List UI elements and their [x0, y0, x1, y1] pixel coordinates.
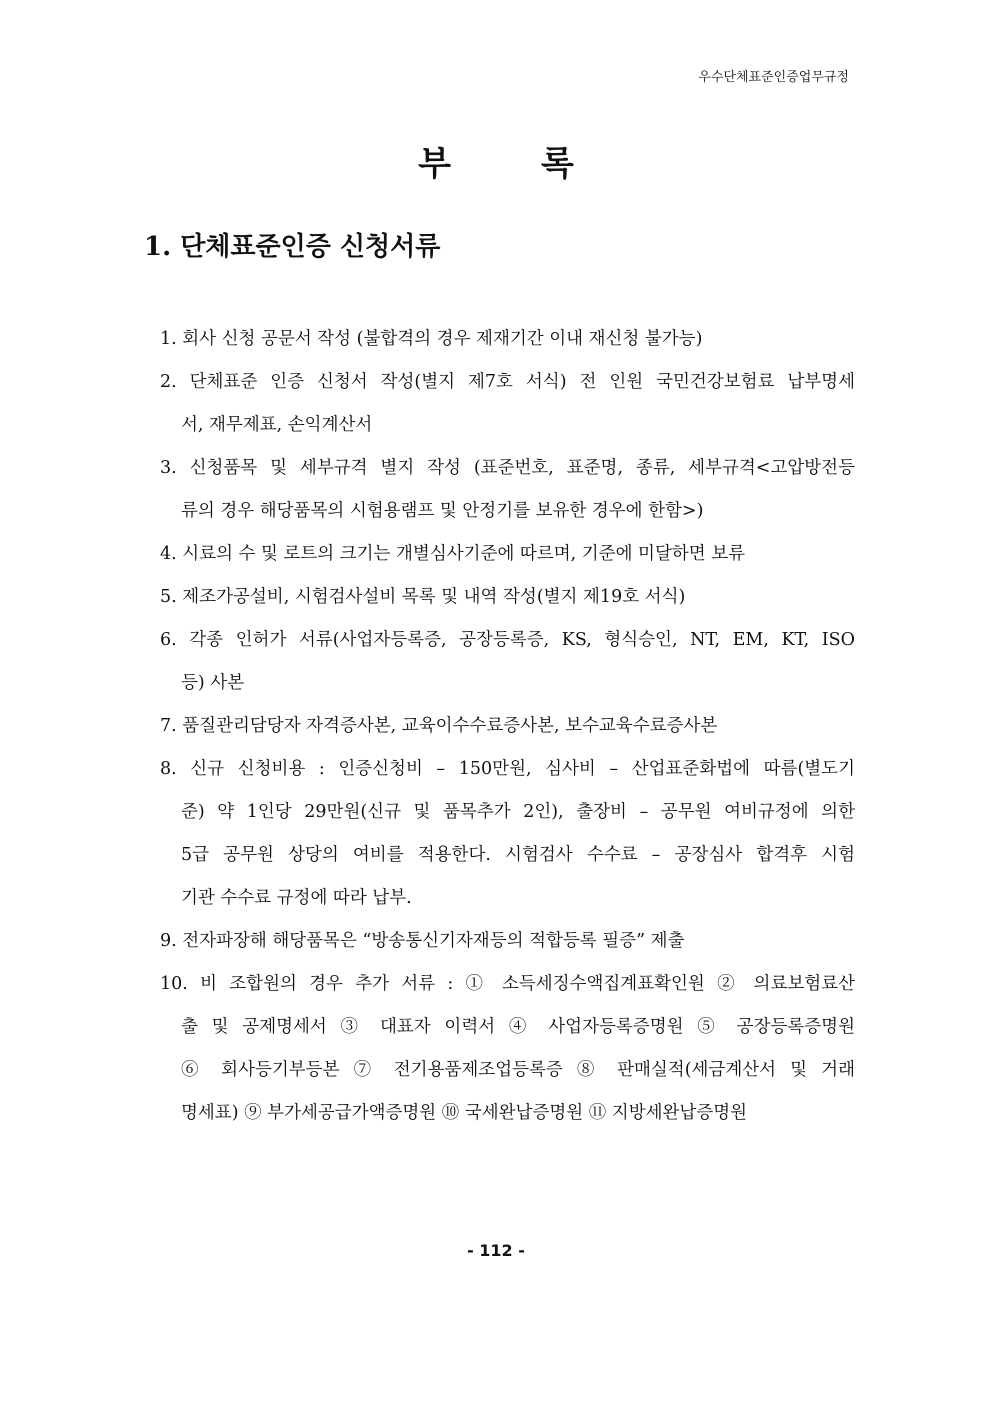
section-heading: 1. 단체표준인증 신청서류: [144, 232, 441, 262]
list-item-10: [160, 963, 855, 1135]
appendix-title: [0, 136, 992, 185]
list-item-line: 기관 수수료 규정에 따라 납부.: [181, 888, 412, 908]
list-item-5: [160, 576, 855, 619]
list-item-2: [160, 361, 855, 447]
list-item-line: 서, 재무제표, 손익계산서: [181, 415, 373, 435]
list-item-line: 명세표) ⑨ 부가세공급가액증명원 ⑩ 국세완납증명원 ⑪ 지방세완납증명원: [181, 1103, 748, 1123]
list-item-line: 1. 회사 신청 공문서 작성 (불합격의 경우 제재기간 이내 재신청 불가능): [160, 329, 703, 349]
list-item-6: [160, 619, 855, 705]
appendix-title-right: 록: [541, 144, 574, 184]
list-item-7: [160, 705, 855, 748]
list-item-line: 준) 약 1인당 29만원(신규 및 품목추가 2인), 출장비 – 공무원 여비규정에 의한: [181, 802, 855, 822]
list-item-line: 9. 전자파장해 해당품목은 “방송통신기자재등의 적합등록 필증” 제출: [160, 931, 685, 951]
list-item-4: [160, 533, 855, 576]
list-item-line: 류의 경우 해당품목의 시험용램프 및 안정기를 보유한 경우에 한함>): [181, 501, 704, 521]
page-number: - 112 -: [467, 1241, 525, 1260]
list-item-line: 7. 품질관리담당자 자격증사본, 교육이수수료증사본, 보수교육수료증사본: [160, 716, 718, 736]
document-list: [160, 318, 855, 1135]
appendix-title-left: 부: [418, 144, 451, 184]
list-item-3: [160, 447, 855, 533]
list-item-line: 8. 신규 신청비용 : 인증신청비 – 150만원, 심사비 – 산업표준화법에 따름(별도기: [160, 759, 855, 779]
list-item-1: [160, 318, 855, 361]
list-item-line: 5급 공무원 상당의 여비를 적용한다. 시험검사 수수료 – 공장심사 합격후 시험: [181, 845, 855, 865]
list-item-8: [160, 748, 855, 920]
list-item-line: 등) 사본: [181, 673, 245, 693]
list-item-9: [160, 920, 855, 963]
list-item-line: ⑥ 회사등기부등본 ⑦ 전기용품제조업등록증 ⑧ 판매실적(세금계산서 및 거래: [181, 1060, 855, 1080]
list-item-line: 5. 제조가공설비, 시험검사설비 목록 및 내역 작성(별지 제19호 서식): [160, 587, 686, 607]
list-item-line: 3. 신청품목 및 세부규격 별지 작성 (표준번호, 표준명, 종류, 세부규격<고압방전등: [160, 458, 855, 478]
list-item-line: 2. 단체표준 인증 신청서 작성(별지 제7호 서식) 전 인원 국민건강보험료 납부명세: [160, 372, 855, 392]
running-header: 우수단체표준인증업무규정: [698, 70, 849, 85]
list-item-line: 출 및 공제명세서 ③ 대표자 이력서 ④ 사업자등록증명원 ⑤ 공장등록증명원: [181, 1017, 855, 1037]
list-item-line: 6. 각종 인허가 서류(사업자등록증, 공장등록증, KS, 형식승인, NT, EM, KT, ISO: [160, 630, 855, 650]
list-item-line: 4. 시료의 수 및 로트의 크기는 개별심사기준에 따르며, 기준에 미달하면 보류: [160, 544, 746, 564]
list-item-line: 10. 비 조합원의 경우 추가 서류 : ① 소득세징수액집계표확인원 ② 의료보험료산: [160, 974, 855, 994]
